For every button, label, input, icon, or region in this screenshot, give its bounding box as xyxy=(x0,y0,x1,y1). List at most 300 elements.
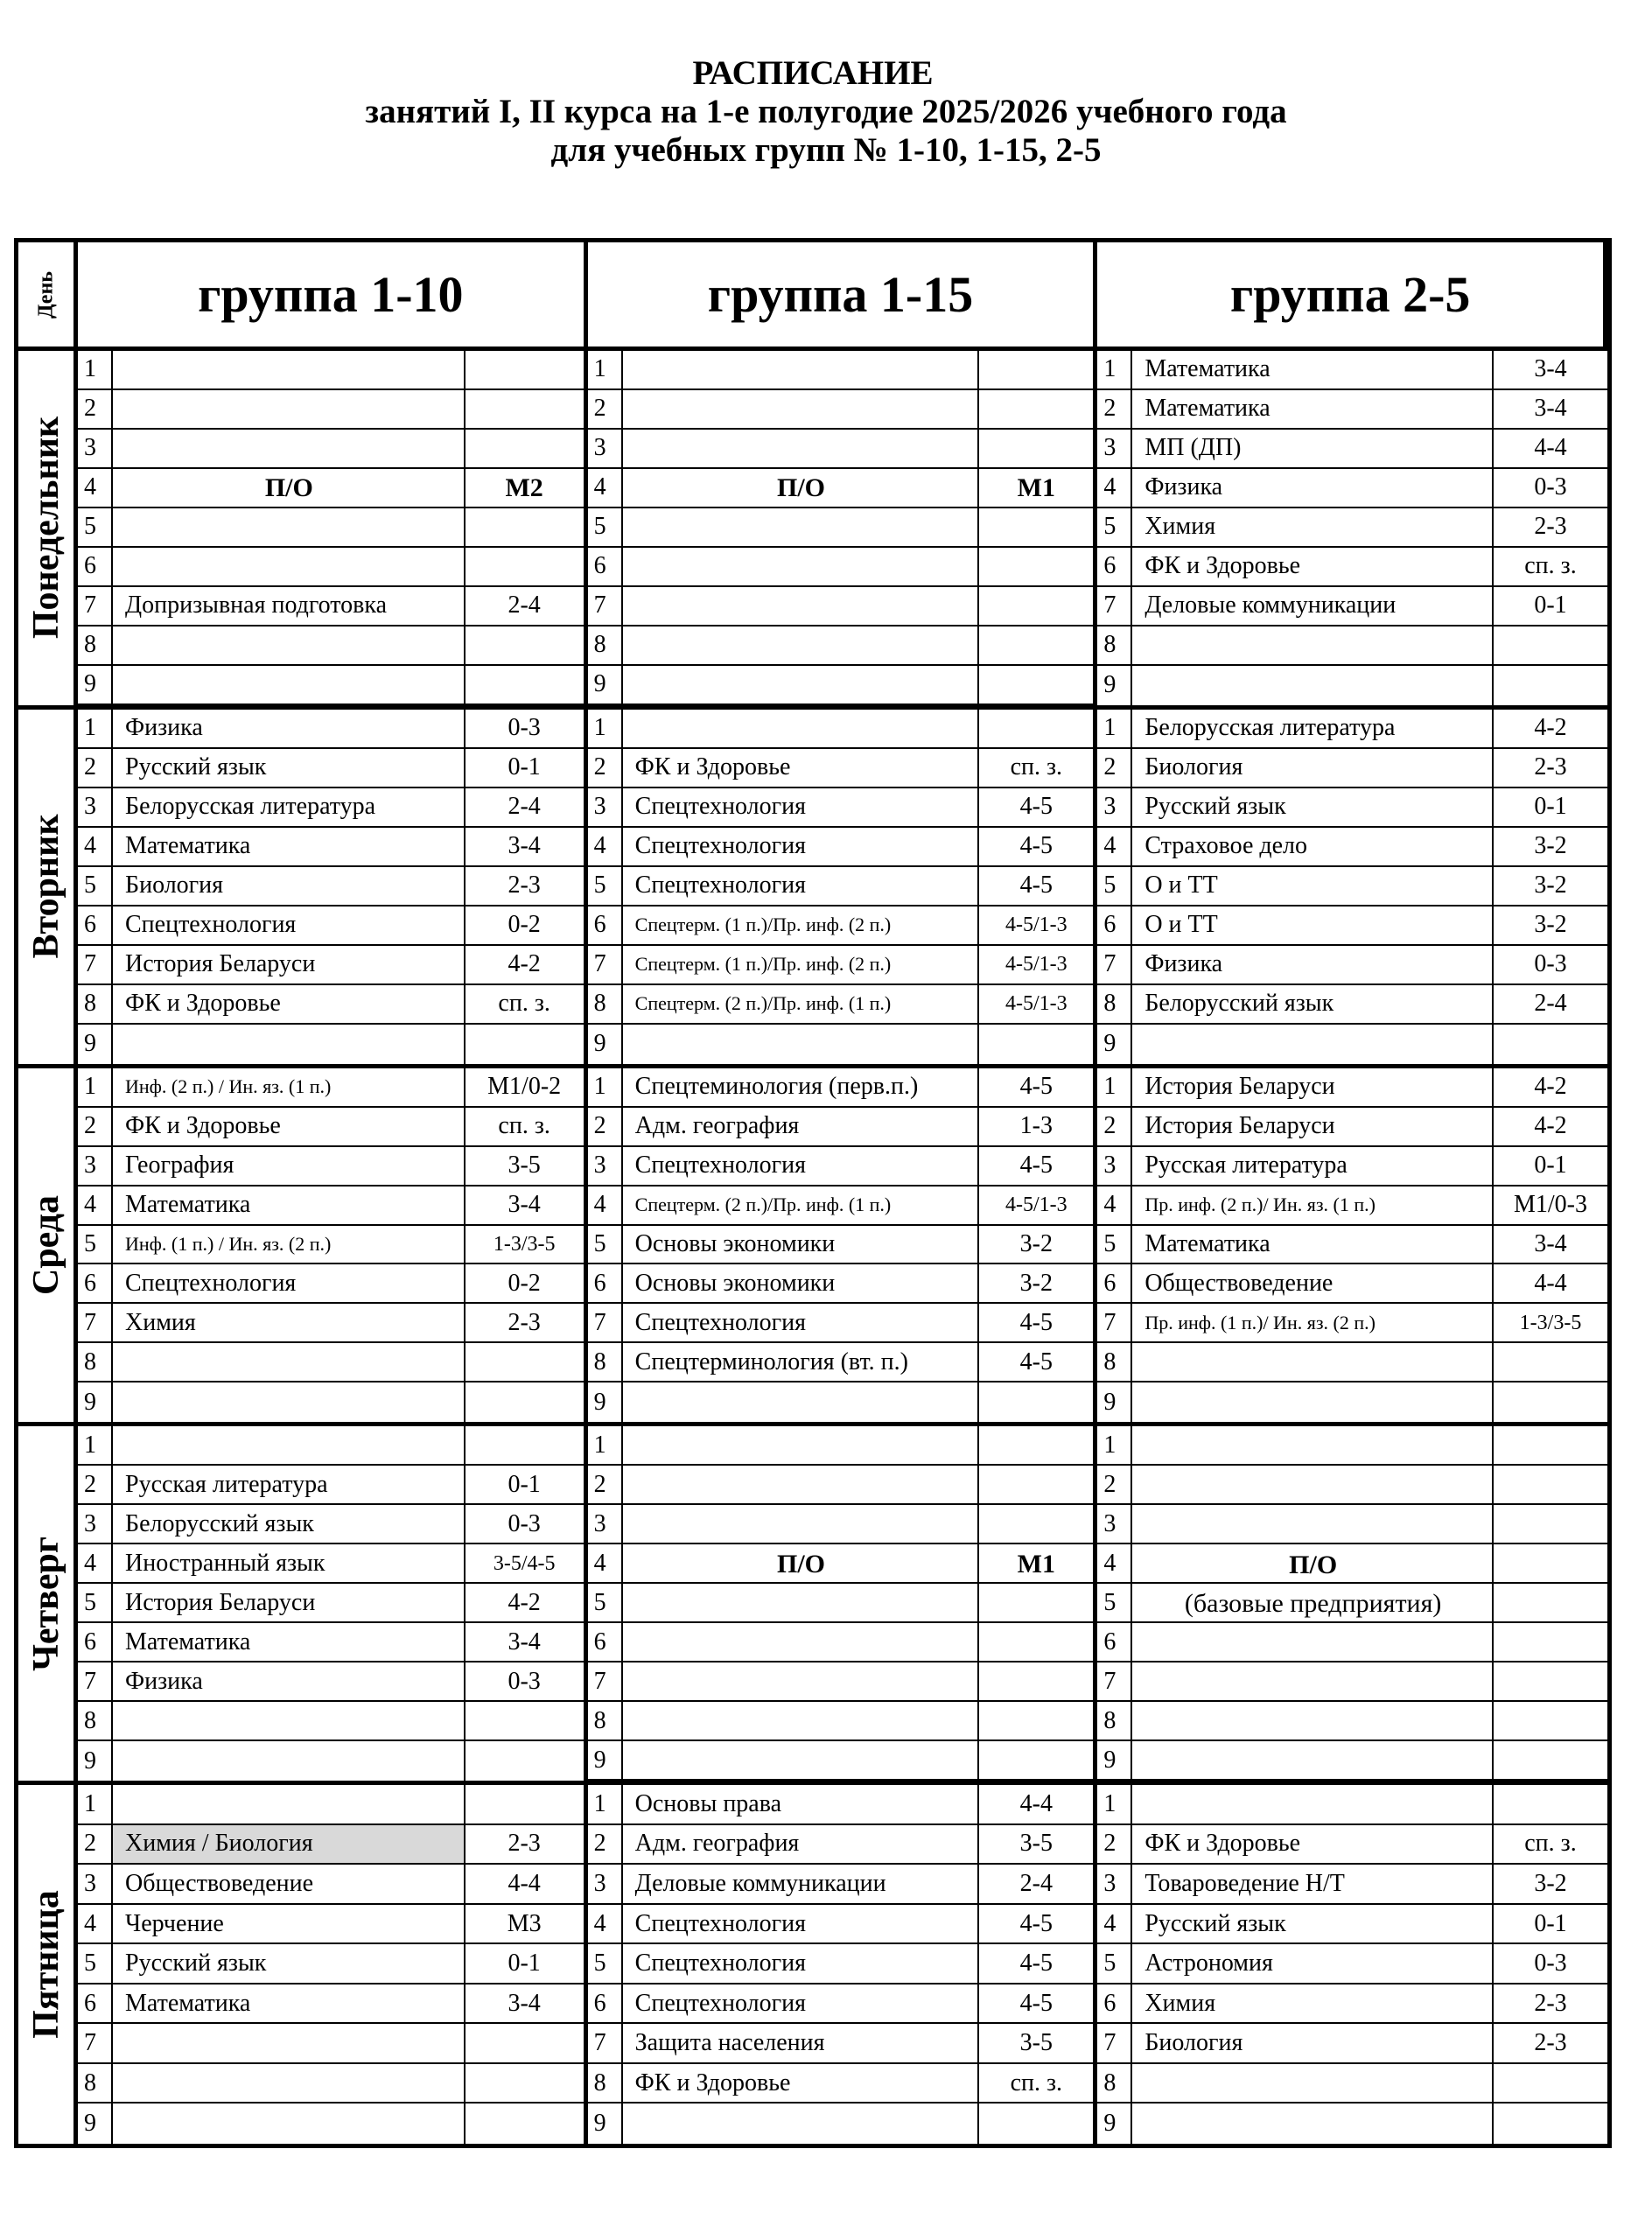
lesson-subject: ФК и Здоровье xyxy=(113,985,466,1023)
lesson-room xyxy=(1494,1343,1607,1381)
lesson-number: 9 xyxy=(78,1025,113,1064)
lesson-subject: Пр. инф. (1 п.)/ Ин. яз. (2 п.) xyxy=(1132,1304,1494,1341)
lesson-subject xyxy=(1132,1584,1494,1621)
lesson-room: 1-3/3-5 xyxy=(1519,1311,1582,1334)
lesson-row xyxy=(1097,390,1607,430)
lesson-subject: ФК и Здоровье xyxy=(113,1108,466,1145)
lesson-number: 3 xyxy=(78,430,113,467)
day-name: Пятница xyxy=(25,1890,66,2039)
lesson-number: 1 xyxy=(1097,351,1132,388)
lesson-number: 6 xyxy=(588,906,623,944)
lesson-room: 3-4 xyxy=(508,1191,541,1218)
lesson-room xyxy=(1494,1505,1607,1543)
lesson-number: 6 xyxy=(1097,906,1132,944)
lesson-number: 5 xyxy=(1097,867,1132,905)
lesson-row xyxy=(588,749,1094,788)
lesson-row xyxy=(1097,1025,1607,1064)
lesson-number: 2 xyxy=(588,390,623,428)
lesson-room: 3-2 xyxy=(1534,911,1567,939)
lesson-subject: О и ТТ xyxy=(1132,906,1494,944)
lesson-number: 8 xyxy=(588,1343,623,1381)
lesson-subject: Основы экономики xyxy=(623,1226,980,1264)
lesson-number: 2 xyxy=(78,1825,113,1864)
lesson-row xyxy=(78,1304,584,1343)
lesson-number: 5 xyxy=(1097,1944,1132,1983)
day-label xyxy=(18,1426,78,1785)
lesson-row xyxy=(78,508,584,548)
lesson-subject: ФК и Здоровье xyxy=(1132,548,1494,585)
lesson-subject: Спецтеминология (перв.п.) xyxy=(623,1068,980,1106)
lesson-number: 7 xyxy=(588,2024,623,2062)
lesson-number: 9 xyxy=(588,666,623,704)
lesson-room: 4-2 xyxy=(508,950,541,978)
lesson-room: 0-1 xyxy=(1534,1152,1567,1180)
lesson-subject xyxy=(623,666,980,704)
lesson-subject: Спецтехнология xyxy=(113,906,466,944)
lesson-number: 8 xyxy=(588,1702,623,1740)
lesson-number: 9 xyxy=(1097,2104,1132,2144)
lesson-room: 4-5 xyxy=(1019,1308,1053,1336)
lesson-room: 0-1 xyxy=(508,1470,541,1498)
lesson-row xyxy=(1097,1944,1607,1984)
lesson-row xyxy=(78,1466,584,1505)
lesson-row xyxy=(588,1186,1094,1226)
lesson-row xyxy=(78,2064,584,2104)
lesson-number: 5 xyxy=(78,508,113,546)
lesson-room: 0-1 xyxy=(1534,1909,1567,1937)
merged-subject: П/О xyxy=(1289,1550,1338,1580)
lesson-number: 7 xyxy=(78,946,113,984)
lesson-row xyxy=(1097,906,1607,946)
lesson-subject: Основы экономики xyxy=(623,1264,980,1302)
lesson-room: 3-5 xyxy=(508,1152,541,1180)
lesson-row xyxy=(78,1426,584,1466)
lesson-row xyxy=(588,1905,1094,1945)
lesson-subject: Астрономия xyxy=(1132,1944,1494,1983)
lesson-row xyxy=(1097,749,1607,788)
lesson-row xyxy=(78,906,584,946)
lesson-room xyxy=(1494,1426,1607,1464)
lesson-subject xyxy=(623,351,980,388)
lesson-row xyxy=(588,469,1094,508)
lesson-row xyxy=(1097,2104,1607,2144)
lesson-room xyxy=(979,587,1093,625)
lesson-room xyxy=(466,626,584,664)
lesson-number: 2 xyxy=(78,749,113,787)
lesson-number: 4 xyxy=(588,1186,623,1224)
merged-note: (базовые предприятия) xyxy=(1184,1589,1442,1619)
lesson-row xyxy=(1097,2064,1607,2104)
lesson-number: 3 xyxy=(1097,1147,1132,1185)
group-day-block xyxy=(78,351,588,710)
lesson-row xyxy=(1097,788,1607,828)
lesson-room: 4-2 xyxy=(1534,1073,1567,1101)
lesson-room: 0-2 xyxy=(508,911,541,939)
lesson-number: 9 xyxy=(1097,1741,1132,1779)
lesson-number: 2 xyxy=(1097,1108,1132,1145)
lesson-room: 3-4 xyxy=(1534,1229,1567,1257)
lesson-number: 4 xyxy=(588,1544,623,1582)
lesson-subject: Адм. география xyxy=(623,1108,980,1145)
lesson-number: 5 xyxy=(588,1944,623,1983)
lesson-subject: Физика xyxy=(113,710,466,747)
merged-subject: П/О xyxy=(264,473,313,503)
lesson-subject xyxy=(623,587,980,625)
lesson-subject xyxy=(1132,1343,1494,1381)
lesson-row xyxy=(78,1147,584,1186)
lesson-number: 9 xyxy=(588,1382,623,1422)
lesson-row xyxy=(78,390,584,430)
lesson-number: 9 xyxy=(1097,666,1132,705)
lesson-subject xyxy=(623,1505,980,1543)
lesson-number: 2 xyxy=(1097,1466,1132,1503)
lesson-number: 7 xyxy=(1097,2024,1132,2062)
lesson-subject xyxy=(623,1584,980,1621)
lesson-number: 1 xyxy=(1097,710,1132,747)
lesson-subject: Биология xyxy=(1132,2024,1494,2062)
lesson-number: 4 xyxy=(78,828,113,865)
lesson-subject: О и ТТ xyxy=(1132,867,1494,905)
lesson-subject: Математика xyxy=(113,1984,466,2023)
lesson-row xyxy=(588,867,1094,906)
lesson-row xyxy=(1097,1702,1607,1741)
lesson-room: 4-2 xyxy=(1534,1112,1567,1140)
lesson-row xyxy=(588,1865,1094,1905)
lesson-row xyxy=(1097,1147,1607,1186)
group-day-block xyxy=(1097,1426,1607,1785)
lesson-subject: Адм. география xyxy=(623,1825,980,1864)
lesson-subject xyxy=(1132,1025,1494,1064)
lesson-number: 9 xyxy=(78,2104,113,2144)
lesson-number: 3 xyxy=(588,788,623,826)
lesson-row xyxy=(1097,1623,1607,1662)
lesson-room xyxy=(979,1505,1093,1543)
lesson-subject: География xyxy=(113,1147,466,1185)
lesson-row xyxy=(588,710,1094,749)
lesson-subject xyxy=(1132,1466,1494,1503)
lesson-room xyxy=(979,430,1093,467)
lesson-subject: Русский язык xyxy=(113,749,466,787)
lesson-number: 5 xyxy=(1097,1584,1132,1621)
lesson-room xyxy=(979,626,1093,664)
lesson-subject: Белорусский язык xyxy=(113,1505,466,1543)
lesson-number: 1 xyxy=(588,1785,623,1824)
lesson-subject: Химия xyxy=(1132,508,1494,546)
lesson-subject xyxy=(113,1702,466,1740)
lesson-subject xyxy=(623,1544,980,1582)
lesson-room xyxy=(979,1584,1093,1621)
lesson-room: 0-1 xyxy=(508,1950,541,1978)
lesson-row xyxy=(588,1984,1094,2025)
lesson-subject xyxy=(1132,1702,1494,1740)
lesson-number: 5 xyxy=(588,1584,623,1621)
lesson-number: 8 xyxy=(1097,985,1132,1023)
lesson-row xyxy=(588,946,1094,985)
merged-room: М1 xyxy=(1017,1549,1055,1578)
lesson-number: 8 xyxy=(78,1343,113,1381)
lesson-number: 1 xyxy=(78,1068,113,1106)
group-day-block xyxy=(78,710,588,1068)
lesson-room xyxy=(1494,1623,1607,1661)
lesson-number: 8 xyxy=(588,2064,623,2103)
lesson-row xyxy=(1097,828,1607,867)
lesson-subject xyxy=(113,626,466,664)
lesson-room: 3-4 xyxy=(508,1989,541,2017)
lesson-room: 3-4 xyxy=(508,1628,541,1656)
lesson-row xyxy=(78,351,584,390)
lesson-subject: Страховое дело xyxy=(1132,828,1494,865)
lesson-subject xyxy=(1132,2064,1494,2103)
lesson-number: 4 xyxy=(1097,1186,1132,1224)
lesson-row xyxy=(1097,351,1607,390)
lesson-room: сп. з. xyxy=(1010,753,1063,781)
lesson-room xyxy=(1494,2064,1607,2103)
lesson-subject xyxy=(623,1741,980,1779)
lesson-subject: Деловые коммуникации xyxy=(623,1865,980,1903)
lesson-row xyxy=(1097,1426,1607,1466)
lesson-subject xyxy=(113,469,466,507)
lesson-room: 3-4 xyxy=(508,832,541,860)
lesson-room: 4-5/1-3 xyxy=(1005,1194,1068,1216)
lesson-room: 0-1 xyxy=(1534,793,1567,821)
merged-subject: П/О xyxy=(776,473,825,503)
lesson-number: 8 xyxy=(1097,626,1132,664)
lesson-subject: Инф. (2 п.) / Ин. яз. (1 п.) xyxy=(113,1068,466,1106)
document-subtitle: занятий I, II курса на 1-е полугодие 2025/2026 учебного года xyxy=(365,93,1287,130)
lesson-subject: История Беларуси xyxy=(113,946,466,984)
lesson-subject xyxy=(113,1741,466,1781)
lesson-room xyxy=(979,390,1093,428)
lesson-subject: Инф. (1 п.) / Ин. яз. (2 п.) xyxy=(113,1226,466,1264)
lesson-subject xyxy=(1132,1785,1494,1824)
lesson-row xyxy=(588,351,1094,390)
lesson-room xyxy=(466,1025,584,1064)
lesson-room: сп. з. xyxy=(1010,2068,1063,2096)
lesson-number: 1 xyxy=(588,1426,623,1464)
lesson-row xyxy=(78,1741,584,1781)
lesson-number: 9 xyxy=(78,666,113,704)
lesson-row xyxy=(588,1741,1094,1781)
lesson-number: 6 xyxy=(588,548,623,585)
lesson-room: 4-5 xyxy=(1019,1989,1053,2017)
lesson-number: 5 xyxy=(78,1944,113,1983)
lesson-subject xyxy=(1132,1662,1494,1700)
lesson-number: 6 xyxy=(1097,1984,1132,2023)
lesson-room xyxy=(1494,626,1607,664)
lesson-room xyxy=(1494,1785,1607,1824)
lesson-number: 5 xyxy=(588,1226,623,1264)
lesson-room xyxy=(1494,666,1607,705)
lesson-row xyxy=(588,1702,1094,1741)
lesson-subject: Физика xyxy=(1132,469,1494,507)
lesson-subject xyxy=(113,1343,466,1381)
lesson-row xyxy=(1097,508,1607,548)
lesson-room xyxy=(466,2064,584,2103)
lesson-subject: Обществоведение xyxy=(113,1865,466,1903)
group-day-block xyxy=(588,710,1098,1068)
lesson-number: 3 xyxy=(78,1505,113,1543)
lesson-subject: Черчение xyxy=(113,1905,466,1943)
lesson-number: 9 xyxy=(78,1741,113,1781)
lesson-number: 5 xyxy=(1097,508,1132,546)
lesson-number: 8 xyxy=(1097,1702,1132,1740)
lesson-row xyxy=(1097,626,1607,666)
lesson-subject: Деловые коммуникации xyxy=(1132,587,1494,625)
lesson-room: 3-5 xyxy=(1019,1830,1053,1858)
day-label xyxy=(18,710,78,1068)
lesson-number: 3 xyxy=(588,1505,623,1543)
lesson-number: 7 xyxy=(588,587,623,625)
lesson-row xyxy=(1097,469,1607,508)
lesson-number: 6 xyxy=(588,1984,623,2023)
lesson-row xyxy=(588,1343,1094,1382)
lesson-row xyxy=(1097,867,1607,906)
lesson-row xyxy=(588,548,1094,587)
lesson-subject: Русский язык xyxy=(1132,1905,1494,1943)
lesson-subject xyxy=(623,626,980,664)
lesson-row xyxy=(588,1584,1094,1623)
lesson-row xyxy=(78,788,584,828)
group-day-block xyxy=(588,1785,1098,2144)
lesson-row xyxy=(78,710,584,749)
lesson-number: 3 xyxy=(588,1865,623,1903)
lesson-number: 9 xyxy=(588,1025,623,1064)
lesson-subject xyxy=(623,1466,980,1503)
lesson-room: 0-1 xyxy=(508,753,541,781)
lesson-room: 4-5 xyxy=(1019,1073,1053,1101)
lesson-room xyxy=(466,390,584,428)
lesson-number: 7 xyxy=(78,587,113,625)
lesson-room: 4-4 xyxy=(508,1870,541,1898)
lesson-room xyxy=(1494,1382,1607,1422)
lesson-subject xyxy=(1132,1623,1494,1661)
lesson-number: 1 xyxy=(1097,1068,1132,1106)
lesson-number: 4 xyxy=(1097,1544,1132,1582)
lesson-number: 7 xyxy=(588,1304,623,1341)
lesson-room: 2-3 xyxy=(1534,753,1567,781)
lesson-row xyxy=(78,1623,584,1662)
lesson-subject: Спецтерминология (вт. п.) xyxy=(623,1343,980,1381)
lesson-subject: Русская литература xyxy=(1132,1147,1494,1185)
lesson-number: 2 xyxy=(78,1108,113,1145)
lesson-number: 2 xyxy=(588,1466,623,1503)
lesson-row xyxy=(1097,1186,1607,1226)
lesson-row xyxy=(588,508,1094,548)
lesson-row xyxy=(78,1662,584,1702)
lesson-number: 4 xyxy=(78,1186,113,1224)
lesson-number: 6 xyxy=(1097,1623,1132,1661)
lesson-room: 3-4 xyxy=(1534,395,1567,423)
lesson-row xyxy=(1097,1905,1607,1945)
lesson-room xyxy=(466,1702,584,1740)
lesson-subject: Математика xyxy=(113,828,466,865)
lesson-number: 4 xyxy=(1097,828,1132,865)
merged-room: М1 xyxy=(1017,473,1055,503)
lesson-row xyxy=(588,2024,1094,2064)
lesson-row xyxy=(78,1984,584,2025)
lesson-number: 1 xyxy=(78,351,113,388)
lesson-row xyxy=(1097,1304,1607,1343)
lesson-row xyxy=(78,1343,584,1382)
lesson-room: 4-5 xyxy=(1019,793,1053,821)
lesson-room xyxy=(466,1785,584,1824)
lesson-number: 1 xyxy=(78,710,113,747)
lesson-row xyxy=(588,1304,1094,1343)
lesson-number: 7 xyxy=(78,1662,113,1700)
lesson-number: 1 xyxy=(1097,1785,1132,1824)
lesson-subject xyxy=(623,508,980,546)
lesson-room: 4-2 xyxy=(508,1588,541,1616)
lesson-row xyxy=(588,587,1094,626)
lesson-number: 9 xyxy=(1097,1382,1132,1422)
lesson-row xyxy=(78,828,584,867)
lesson-subject xyxy=(113,390,466,428)
lesson-room: сп. з. xyxy=(498,990,550,1018)
lesson-subject: Спецтехнология xyxy=(623,828,980,865)
lesson-number: 1 xyxy=(1097,1426,1132,1464)
lesson-room: М1/0-2 xyxy=(487,1073,562,1101)
lesson-subject: Физика xyxy=(1132,946,1494,984)
lesson-number: 5 xyxy=(78,1584,113,1621)
lesson-number: 4 xyxy=(78,1905,113,1943)
lesson-room xyxy=(466,430,584,467)
lesson-room xyxy=(466,351,584,388)
lesson-room: 4-2 xyxy=(1534,714,1567,742)
lesson-subject: Спецтехнология xyxy=(623,788,980,826)
lesson-subject xyxy=(113,1785,466,1824)
group-header-1: группа 1-10 xyxy=(78,242,588,351)
lesson-row xyxy=(588,1544,1094,1584)
lesson-subject: Спецтерм. (2 п.)/Пр. инф. (1 п.) xyxy=(623,985,980,1023)
lesson-room xyxy=(979,548,1093,585)
lesson-subject: Физика xyxy=(113,1662,466,1700)
merged-subject: П/О xyxy=(776,1549,825,1578)
day-name: Среда xyxy=(25,1194,66,1295)
lesson-number: 5 xyxy=(78,867,113,905)
lesson-number: 6 xyxy=(588,1623,623,1661)
lesson-number: 4 xyxy=(588,469,623,507)
document-title: РАСПИСАНИЕ xyxy=(692,54,934,92)
lesson-room: 2-3 xyxy=(508,1830,541,1858)
lesson-number: 9 xyxy=(588,1741,623,1779)
lesson-subject xyxy=(623,390,980,428)
lesson-number: 8 xyxy=(78,985,113,1023)
lesson-number: 2 xyxy=(588,1825,623,1864)
lesson-row xyxy=(78,1865,584,1905)
lesson-room: 0-2 xyxy=(508,1269,541,1297)
lesson-room xyxy=(1494,1702,1607,1740)
lesson-number: 7 xyxy=(1097,587,1132,625)
lesson-number: 6 xyxy=(78,1984,113,2023)
lesson-room xyxy=(466,1343,584,1381)
lesson-number: 1 xyxy=(588,351,623,388)
lesson-subject: Русский язык xyxy=(113,1944,466,1983)
lesson-subject xyxy=(1132,2104,1494,2144)
lesson-number: 3 xyxy=(78,1865,113,1903)
lesson-number: 8 xyxy=(1097,1343,1132,1381)
lesson-subject: МП (ДП) xyxy=(1132,430,1494,467)
lesson-number: 8 xyxy=(588,626,623,664)
lesson-number: 4 xyxy=(1097,469,1132,507)
lesson-room xyxy=(1494,1662,1607,1700)
lesson-room: 3-2 xyxy=(1534,832,1567,860)
lesson-subject xyxy=(113,508,466,546)
lesson-row xyxy=(78,1382,584,1422)
lesson-room xyxy=(979,710,1093,747)
lesson-number: 3 xyxy=(1097,1505,1132,1543)
lesson-room: 4-5 xyxy=(1019,1152,1053,1180)
lesson-row xyxy=(78,1505,584,1544)
